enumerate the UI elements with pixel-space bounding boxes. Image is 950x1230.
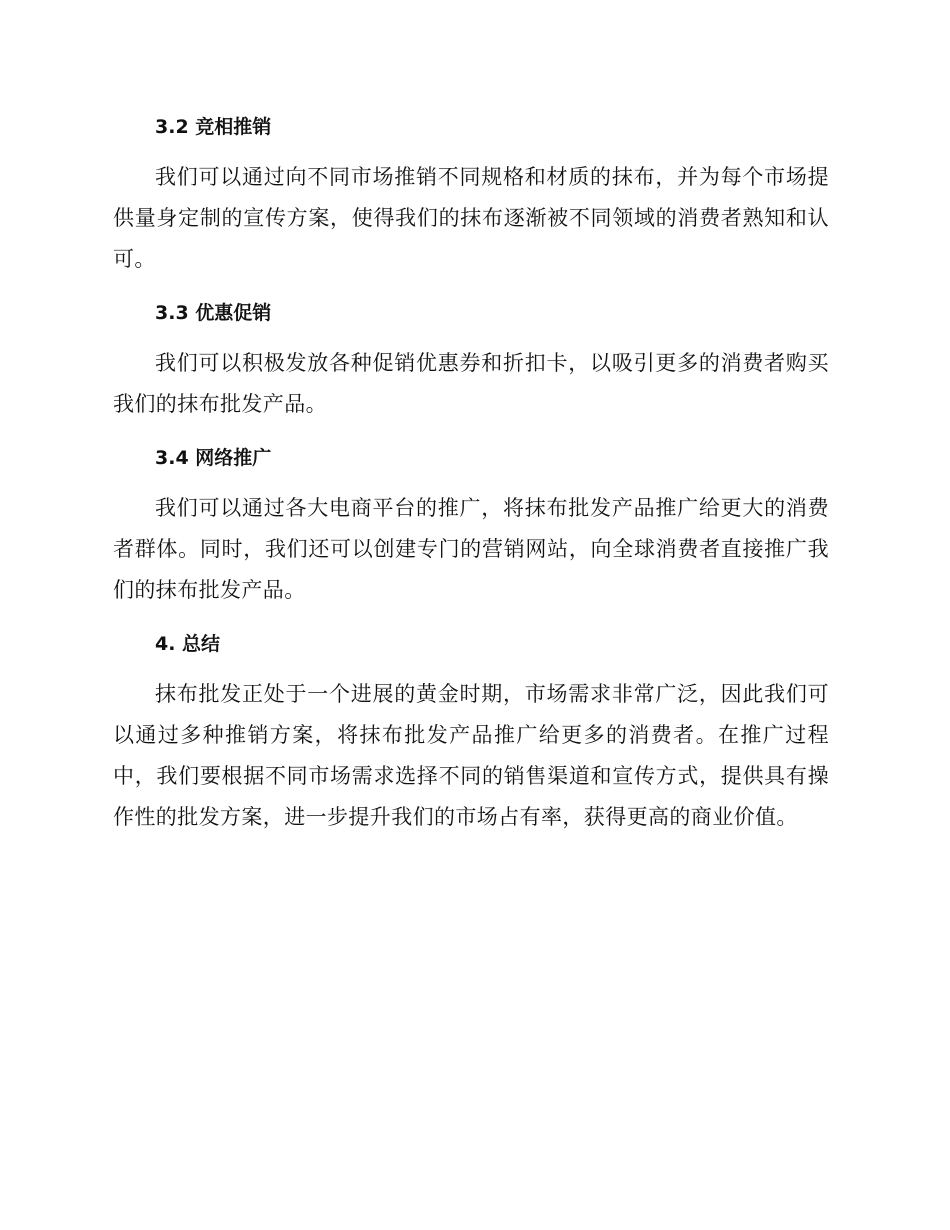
section-heading-3-4: 3.4 网络推广: [155, 447, 272, 469]
section-paragraph-3-3: 我们可以积极发放各种促销优惠券和折扣卡，以吸引更多的消费者购买我们的抹布批发产品。: [113, 351, 829, 416]
section-paragraph-3-2: 我们可以通过向不同市场推销不同规格和材质的抹布，并为每个市场提供量身定制的宣传方案，使得我们的抹布逐渐被不同领域的消费者熟知和认可。: [113, 165, 829, 271]
section-heading-3-2: 3.2 竞相推销: [155, 116, 272, 138]
section-paragraph-4: 抹布批发正处于一个进展的黄金时期，市场需求非常广泛，因此我们可以通过多种推销方案，将抹布批发产品推广给更多的消费者。在推广过程中，我们要根据不同市场需求选择不同的销售渠道和宣传方式，提供具有操作性的批发方案，进一步提升我们的市场占有率，获得更高的商业价值。: [113, 682, 829, 829]
document-body: [113, 112, 829, 856]
section-heading-4: 4. 总结: [155, 633, 221, 655]
section-paragraph-3-4: 我们可以通过各大电商平台的推广，将抹布批发产品推广给更大的消费者群体。同时，我们还可以创建专门的营销网站，向全球消费者直接推广我们的抹布批发产品。: [113, 496, 829, 602]
section-heading-3-3: 3.3 优惠促销: [155, 302, 272, 324]
